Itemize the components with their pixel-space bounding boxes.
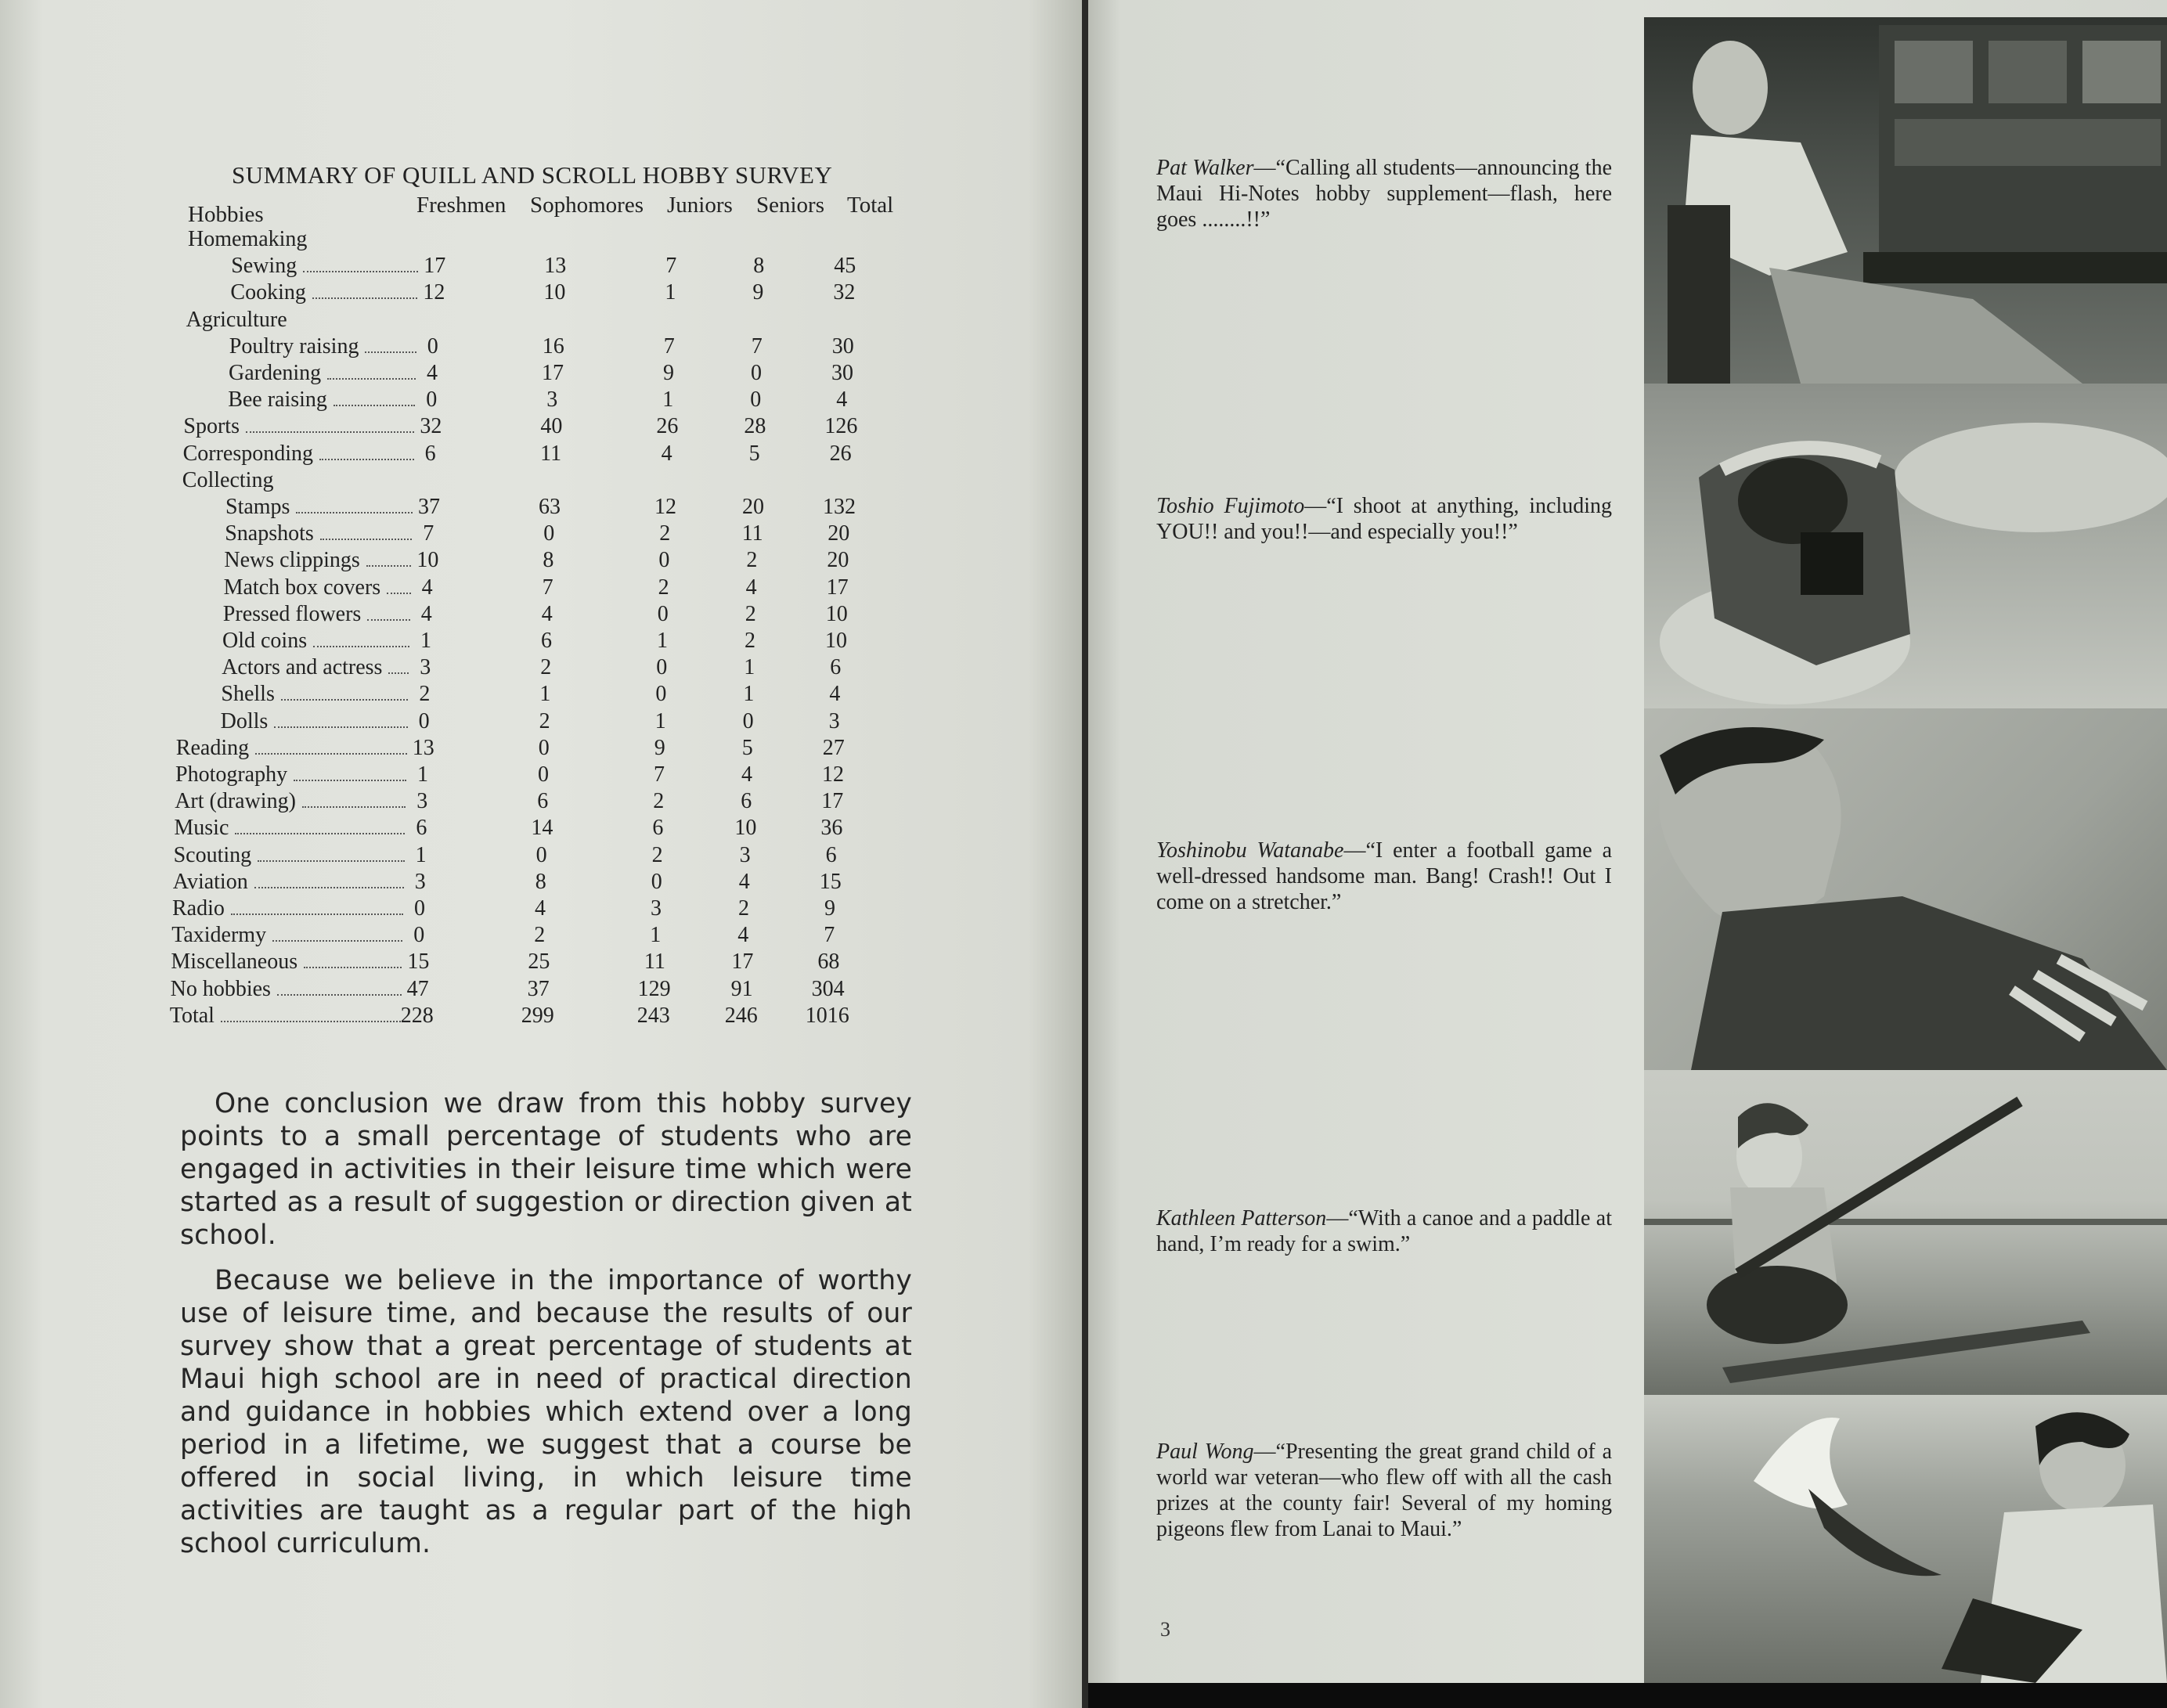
table-row (0, 361, 939, 387)
cell-seniors: 2 (745, 601, 756, 626)
row-label (171, 977, 402, 1002)
cell-juniors: 7 (665, 254, 677, 279)
left-page (0, 0, 1082, 1708)
cell-freshmen: 0 (413, 923, 425, 948)
row-label-text: Match box covers (223, 575, 381, 600)
column-header-total: Total (847, 193, 894, 218)
cell-juniors: 0 (651, 869, 662, 894)
cell-sophomores: 2 (534, 923, 546, 948)
row-label-text: Music (174, 816, 229, 841)
cell-freshmen: 17 (424, 254, 446, 279)
cell-seniors: 4 (738, 869, 750, 894)
table-row (0, 870, 939, 896)
row-label-text: Gardening (229, 361, 322, 385)
caption-name: Pat Walker (1156, 156, 1254, 180)
cell-total: 30 (831, 361, 853, 385)
photo-paul-wong (1644, 1395, 2167, 1683)
cell-juniors: 3 (651, 896, 662, 921)
cell-freshmen: 1 (417, 762, 428, 787)
cell-seniors: 5 (741, 735, 753, 760)
cell-sophomores: 25 (528, 949, 550, 975)
cell-sophomores: 2 (539, 708, 550, 733)
cell-sophomores: 40 (540, 414, 563, 439)
row-label-text: Photography (175, 762, 288, 787)
row-label (224, 548, 411, 573)
column-header-sophomores: Sophomores (530, 193, 644, 218)
row-label (175, 762, 406, 787)
cell-total: 6 (825, 842, 837, 867)
cell-juniors: 11 (644, 949, 665, 975)
table-row (0, 521, 939, 548)
row-label (170, 1004, 401, 1029)
table-row (0, 843, 939, 870)
cell-freshmen: 37 (418, 495, 440, 519)
table-row (0, 495, 939, 521)
cell-total: 12 (822, 762, 844, 787)
cell-freshmen: 47 (406, 976, 429, 1001)
cell-seniors: 20 (742, 495, 764, 519)
row-label (188, 227, 307, 252)
table-row (0, 789, 939, 816)
cell-juniors: 9 (654, 735, 665, 760)
row-label (230, 280, 417, 305)
row-label (221, 709, 408, 734)
cell-seniors: 0 (750, 387, 762, 413)
leader-dots (258, 859, 404, 862)
cell-sophomores: 0 (538, 735, 550, 760)
cell-seniors: 5 (748, 441, 760, 466)
cell-juniors: 7 (654, 762, 665, 787)
table-row (0, 923, 939, 949)
table-row (0, 387, 939, 414)
cell-freshmen: 0 (426, 387, 438, 413)
caption-name: Toshio Fujimoto (1156, 494, 1305, 518)
cell-freshmen: 4 (427, 361, 438, 385)
table-row (0, 575, 939, 602)
cell-total: 68 (817, 949, 840, 975)
row-label (173, 870, 404, 895)
cell-freshmen: 10 (416, 548, 439, 573)
cell-sophomores: 17 (542, 361, 564, 385)
cell-freshmen: 0 (418, 708, 430, 733)
table-row (0, 414, 939, 441)
table-row (0, 762, 939, 789)
cell-seniors: 8 (753, 254, 765, 279)
cell-total: 6 (830, 655, 842, 680)
row-label (176, 736, 407, 761)
table-row (0, 334, 939, 361)
cell-sophomores: 0 (543, 521, 555, 546)
row-label-text: Pressed flowers (222, 601, 362, 626)
book-spine (1082, 0, 1088, 1708)
row-label (229, 334, 416, 359)
cell-sophomores: 13 (544, 254, 567, 279)
cell-freshmen: 6 (416, 816, 427, 841)
leader-dots (277, 993, 402, 996)
cell-freshmen: 12 (423, 280, 445, 305)
leader-dots (235, 832, 405, 834)
cell-juniors: 0 (656, 655, 668, 680)
cell-juniors: 2 (651, 842, 663, 867)
cell-total: 4 (836, 387, 848, 413)
cell-juniors: 2 (653, 789, 665, 814)
table-row (0, 441, 939, 468)
row-label-text: Stamps (225, 495, 290, 519)
row-label-text: Taxidermy (171, 923, 267, 948)
cell-freshmen: 15 (407, 949, 430, 975)
row-label (222, 655, 409, 680)
row-label (174, 816, 405, 841)
cell-sophomores: 0 (538, 762, 549, 787)
cell-juniors: 129 (637, 976, 671, 1001)
row-label (182, 468, 274, 493)
column-header-freshmen: Freshmen (416, 193, 507, 218)
row-label-text: Total (169, 1003, 215, 1028)
conclusion-paragraph-2: Because we believe in the importance of worthy use of leisure time, and because the results of our survey show that a great percentage of students at Maui high school are in need of practical direction and guidance in hobbies which extend over a long period in a lifetime, we suggest that a course be offered in social living, in which leisure time activities are taught as a regular part of the high school curriculum. (180, 1264, 912, 1559)
cell-juniors: 7 (663, 333, 675, 359)
cell-freshmen: 1 (420, 629, 431, 653)
caption-text: —“With a canoe and a paddle at hand, I’m ready for a swim.” (1156, 1206, 1612, 1256)
row-label (222, 629, 409, 654)
caption-text: —“Calling all students—announcing the Maui Hi-Notes hobby supplement—flash, here goes ........!!” (1156, 156, 1612, 232)
cell-freshmen: 3 (416, 789, 428, 814)
cell-juniors: 1 (654, 708, 666, 733)
table-row (0, 816, 939, 842)
row-label (171, 923, 402, 948)
table-row (0, 254, 939, 280)
row-label-text: Dolls (220, 708, 269, 733)
leader-dots (272, 939, 402, 942)
row-label-text: Sports (183, 414, 240, 439)
cell-total: 10 (825, 629, 847, 653)
row-label (228, 387, 415, 413)
caption-name: Kathleen Patterson (1156, 1206, 1327, 1231)
cell-juniors: 9 (663, 361, 674, 385)
row-label-text: Miscellaneous (171, 949, 298, 975)
cell-seniors: 1 (743, 682, 755, 707)
cell-sophomores: 14 (531, 816, 553, 841)
table-row (0, 736, 939, 762)
cell-total: 45 (834, 254, 856, 279)
cell-total: 132 (823, 495, 856, 519)
caption-yoshinobu-watanabe (1156, 838, 1612, 915)
cell-seniors: 11 (741, 521, 763, 546)
cell-sophomores: 8 (543, 548, 554, 573)
cell-total: 4 (829, 682, 841, 707)
cell-seniors: 9 (752, 280, 764, 305)
row-label-text: Reading (175, 735, 250, 760)
cell-sophomores: 6 (537, 789, 549, 814)
row-label (225, 521, 412, 546)
column-header-juniors: Juniors (667, 193, 733, 218)
cell-sophomores: 8 (535, 869, 546, 894)
cell-juniors: 1 (662, 387, 674, 413)
row-label-text: Actors and actress (222, 655, 383, 680)
cell-freshmen: 13 (412, 735, 434, 760)
cell-total: 17 (826, 575, 849, 600)
row-label-text: Shells (221, 682, 275, 707)
row-label (183, 414, 414, 439)
cell-freshmen: 0 (427, 333, 438, 359)
cell-freshmen: 228 (400, 1003, 434, 1028)
cell-seniors: 17 (731, 949, 754, 975)
cell-seniors: 7 (751, 333, 763, 359)
cell-total: 7 (824, 923, 835, 948)
caption-paul-wong (1156, 1439, 1612, 1542)
row-label (223, 602, 410, 627)
cell-total: 20 (827, 548, 849, 573)
caption-pat-walker (1156, 155, 1612, 232)
cell-total: 3 (828, 708, 840, 733)
caption-text: —“I shoot at anything, including YOU!! and you!!—and especially you!!” (1156, 494, 1613, 544)
cell-juniors: 1 (650, 923, 662, 948)
cell-seniors: 1 (744, 655, 755, 680)
cell-seniors: 3 (739, 842, 751, 867)
table-row (0, 602, 939, 629)
survey-title: SUMMARY OF QUILL AND SCROLL HOBBY SURVEY (232, 161, 833, 189)
cell-seniors: 4 (745, 575, 757, 600)
cell-freshmen: 4 (420, 601, 432, 626)
cell-juniors: 2 (659, 521, 671, 546)
cell-seniors: 2 (746, 548, 758, 573)
cell-seniors: 28 (744, 414, 766, 439)
row-label (224, 575, 411, 600)
row-label-text: Aviation (172, 869, 248, 894)
cell-sophomores: 0 (535, 842, 547, 867)
cell-juniors: 243 (636, 1003, 670, 1028)
table-row (0, 977, 939, 1004)
cell-juniors: 1 (665, 280, 676, 305)
caption-toshio-fujimoto (1156, 493, 1612, 545)
cell-seniors: 0 (742, 708, 754, 733)
cell-sophomores: 37 (527, 976, 550, 1001)
row-label-text: Collecting (182, 467, 274, 492)
caption-kathleen-patterson (1156, 1205, 1612, 1257)
photo-yoshinobu-watanabe (1644, 708, 2167, 1070)
caption-text: —“I enter a football game a well-dressed handsome man. Bang! Crash!! Out I come on a stretcher.” (1156, 838, 1612, 914)
cell-seniors: 2 (738, 896, 749, 921)
cell-freshmen: 7 (423, 521, 434, 546)
cell-total: 126 (824, 414, 858, 439)
table-row (0, 655, 939, 682)
cell-seniors: 91 (730, 976, 753, 1001)
cell-freshmen: 0 (414, 896, 425, 921)
cell-seniors: 2 (745, 629, 755, 653)
row-label-text: Bee raising (228, 387, 327, 413)
row-label (231, 254, 418, 279)
leader-dots (221, 1020, 401, 1022)
column-header-hobbies: Hobbies (188, 202, 264, 227)
table-row (0, 709, 939, 736)
cell-sophomores: 2 (540, 655, 552, 680)
cell-juniors: 0 (658, 548, 670, 573)
cell-freshmen: 32 (420, 414, 442, 439)
cell-total: 15 (819, 869, 842, 894)
cell-sophomores: 1 (539, 682, 551, 707)
row-label-text: Radio (172, 896, 225, 921)
cell-seniors: 0 (751, 361, 762, 385)
cell-seniors: 246 (724, 1003, 758, 1028)
cell-freshmen: 2 (419, 682, 431, 707)
cell-freshmen: 4 (421, 575, 433, 600)
table-row (0, 682, 939, 708)
table-row (0, 468, 939, 495)
row-label (183, 441, 414, 467)
row-label (229, 361, 416, 386)
cell-total: 17 (821, 789, 844, 814)
cell-total: 27 (822, 735, 845, 760)
table-row (0, 896, 939, 923)
leader-dots (254, 886, 404, 888)
cell-juniors: 6 (652, 816, 664, 841)
conclusion-paragraph-1: One conclusion we draw from this hobby survey points to a small percentage of students who are engaged in activities in their leisure time which were started as a result of suggestion or direction given at school. (180, 1087, 912, 1251)
row-label-text: Old coins (222, 629, 308, 653)
cell-seniors: 10 (734, 816, 757, 841)
row-label (171, 949, 402, 975)
cell-freshmen: 3 (420, 655, 431, 680)
leader-dots (294, 779, 406, 781)
cell-total: 1016 (805, 1003, 849, 1028)
cell-freshmen: 6 (424, 441, 436, 466)
cell-juniors: 1 (657, 629, 668, 653)
row-label (186, 308, 287, 333)
row-label (172, 896, 403, 921)
row-label-text: Corresponding (182, 441, 314, 466)
cell-total: 20 (827, 521, 850, 546)
cell-total: 32 (833, 280, 856, 305)
cell-sophomores: 4 (541, 601, 553, 626)
leader-dots (274, 726, 407, 728)
leader-dots (255, 752, 407, 755)
cell-total: 10 (825, 601, 848, 626)
row-label-text: Sewing (231, 254, 297, 279)
row-label-text: Agriculture (186, 307, 287, 332)
cell-sophomores: 63 (539, 495, 561, 519)
caption-name: Yoshinobu Watanabe (1156, 838, 1344, 863)
table-row (0, 280, 939, 307)
table-row (0, 308, 939, 334)
cell-seniors: 6 (741, 789, 752, 814)
table-row (0, 1004, 939, 1030)
cell-juniors: 2 (658, 575, 669, 600)
row-label-text: No hobbies (170, 976, 271, 1001)
leader-dots (231, 913, 403, 915)
cell-juniors: 26 (656, 414, 679, 439)
cell-total: 304 (811, 976, 845, 1001)
row-label-text: Art (drawing) (175, 789, 296, 814)
cell-sophomores: 7 (542, 575, 553, 600)
table-row (0, 949, 939, 976)
photo-kathleen-patterson (1644, 1070, 2167, 1395)
cell-juniors: 0 (655, 682, 667, 707)
cell-total: 36 (820, 816, 843, 841)
photo-pat-walker (1644, 17, 2167, 384)
caption-text: —“Presenting the great grand child of a world war veteran—who flew off with all the cash prizes at the county fair! Several of my homing pigeons flew from Lanai to Maui.” (1156, 1440, 1613, 1541)
cell-total: 9 (824, 896, 835, 921)
row-label-text: News clippings (224, 548, 360, 573)
cell-juniors: 4 (661, 441, 672, 466)
row-label-text: Homemaking (188, 227, 308, 251)
leader-dots (312, 297, 418, 299)
cell-freshmen: 3 (414, 869, 426, 894)
cell-seniors: 4 (741, 762, 752, 787)
row-label-text: Snapshots (225, 521, 314, 546)
cell-total: 26 (829, 441, 852, 466)
cell-sophomores: 3 (546, 387, 558, 413)
leader-dots (303, 270, 418, 272)
cell-sophomores: 299 (521, 1003, 554, 1028)
leader-dots (281, 698, 409, 701)
table-row (0, 227, 939, 254)
row-label (175, 789, 406, 814)
row-label-text: Poultry raising (229, 333, 359, 359)
cell-total: 30 (831, 333, 854, 359)
row-label (221, 682, 408, 707)
cell-sophomores: 11 (540, 441, 562, 466)
caption-name: Paul Wong (1156, 1440, 1254, 1464)
leader-dots (296, 511, 413, 513)
cell-juniors: 0 (657, 601, 669, 626)
cell-freshmen: 1 (415, 842, 427, 867)
table-row (0, 548, 939, 575)
cell-seniors: 4 (737, 923, 749, 948)
leader-dots (246, 431, 414, 433)
row-label (225, 495, 413, 520)
cell-sophomores: 16 (542, 333, 564, 359)
cell-juniors: 12 (654, 495, 676, 519)
row-label-text: Cooking (230, 280, 306, 305)
cell-sophomores: 4 (535, 896, 546, 921)
cell-sophomores: 6 (541, 629, 552, 653)
row-label-text: Scouting (173, 842, 252, 867)
photo-toshio-fujimoto (1644, 384, 2167, 708)
row-label (174, 843, 405, 868)
page-number: 3 (1160, 1618, 1170, 1641)
table-row (0, 629, 939, 655)
column-header-seniors: Seniors (756, 193, 824, 218)
cell-sophomores: 10 (543, 280, 566, 305)
